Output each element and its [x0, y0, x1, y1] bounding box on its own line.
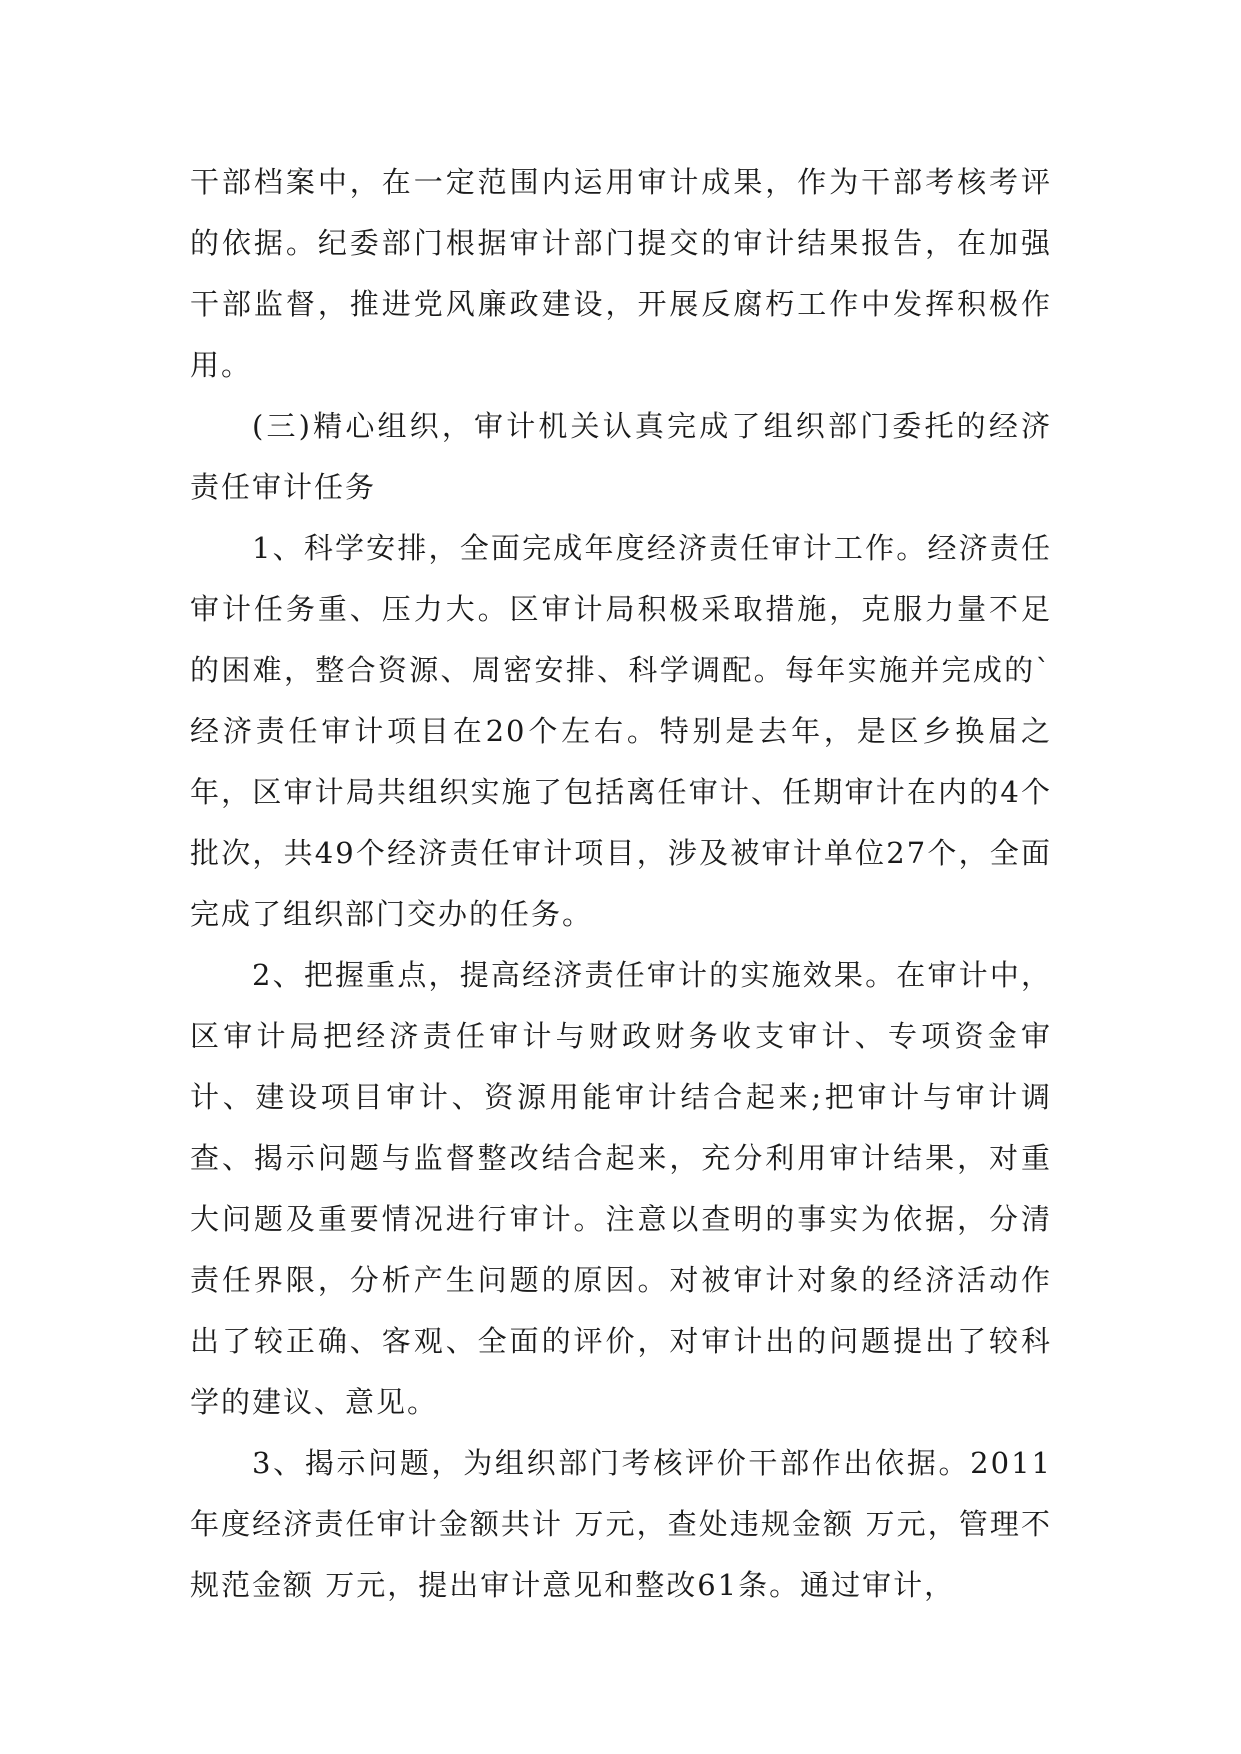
- paragraph-continuation: 干部档案中，在一定范围内运用审计成果，作为干部考核考评的依据。纪委部门根据审计部门提交的审计结果报告，在加强干部监督，推进党风廉政建设，开展反腐朽工作中发挥积极作用。: [190, 165, 1052, 382]
- document-body: [190, 152, 1052, 1616]
- paragraph-item-2: 2、把握重点，提高经济责任审计的实施效果。在审计中，区审计局把经济责任审计与财政财务收支审计、专项资金审计、建设项目审计、资源用能审计结合起来;把审计与审计调查、揭示问题与监督整改结合起来，充分利用审计结果，对重大问题及重要情况进行审计。注意以查明的事实为依据，分清责任界限，分析产生问题的原因。对被审计对象的经济活动作出了较正确、客观、全面的评价，对审计出的问题提出了较科学的建议、意见。: [190, 958, 1052, 1419]
- paragraph-item-1: 1、科学安排，全面完成年度经济责任审计工作。经济责任审计任务重、压力大。区审计局积极采取措施，克服力量不足的困难，整合资源、周密安排、科学调配。每年实施并完成的`经济责任审计项目在20个左右。特别是去年，是区乡换届之年，区审计局共组织实施了包括离任审计、任期审计在内的4个批次，共49个经济责任审计项目，涉及被审计单位27个，全面完成了组织部门交办的任务。: [190, 531, 1052, 931]
- paragraph-item-3: 3、揭示问题，为组织部门考核评价干部作出依据。2011年度经济责任审计金额共计 万元，查处违规金额 万元，管理不规范金额 万元，提出审计意见和整改61条。通过审计，: [190, 1446, 1052, 1602]
- section-heading: (三)精心组织，审计机关认真完成了组织部门委托的经济责任审计任务: [190, 409, 1052, 504]
